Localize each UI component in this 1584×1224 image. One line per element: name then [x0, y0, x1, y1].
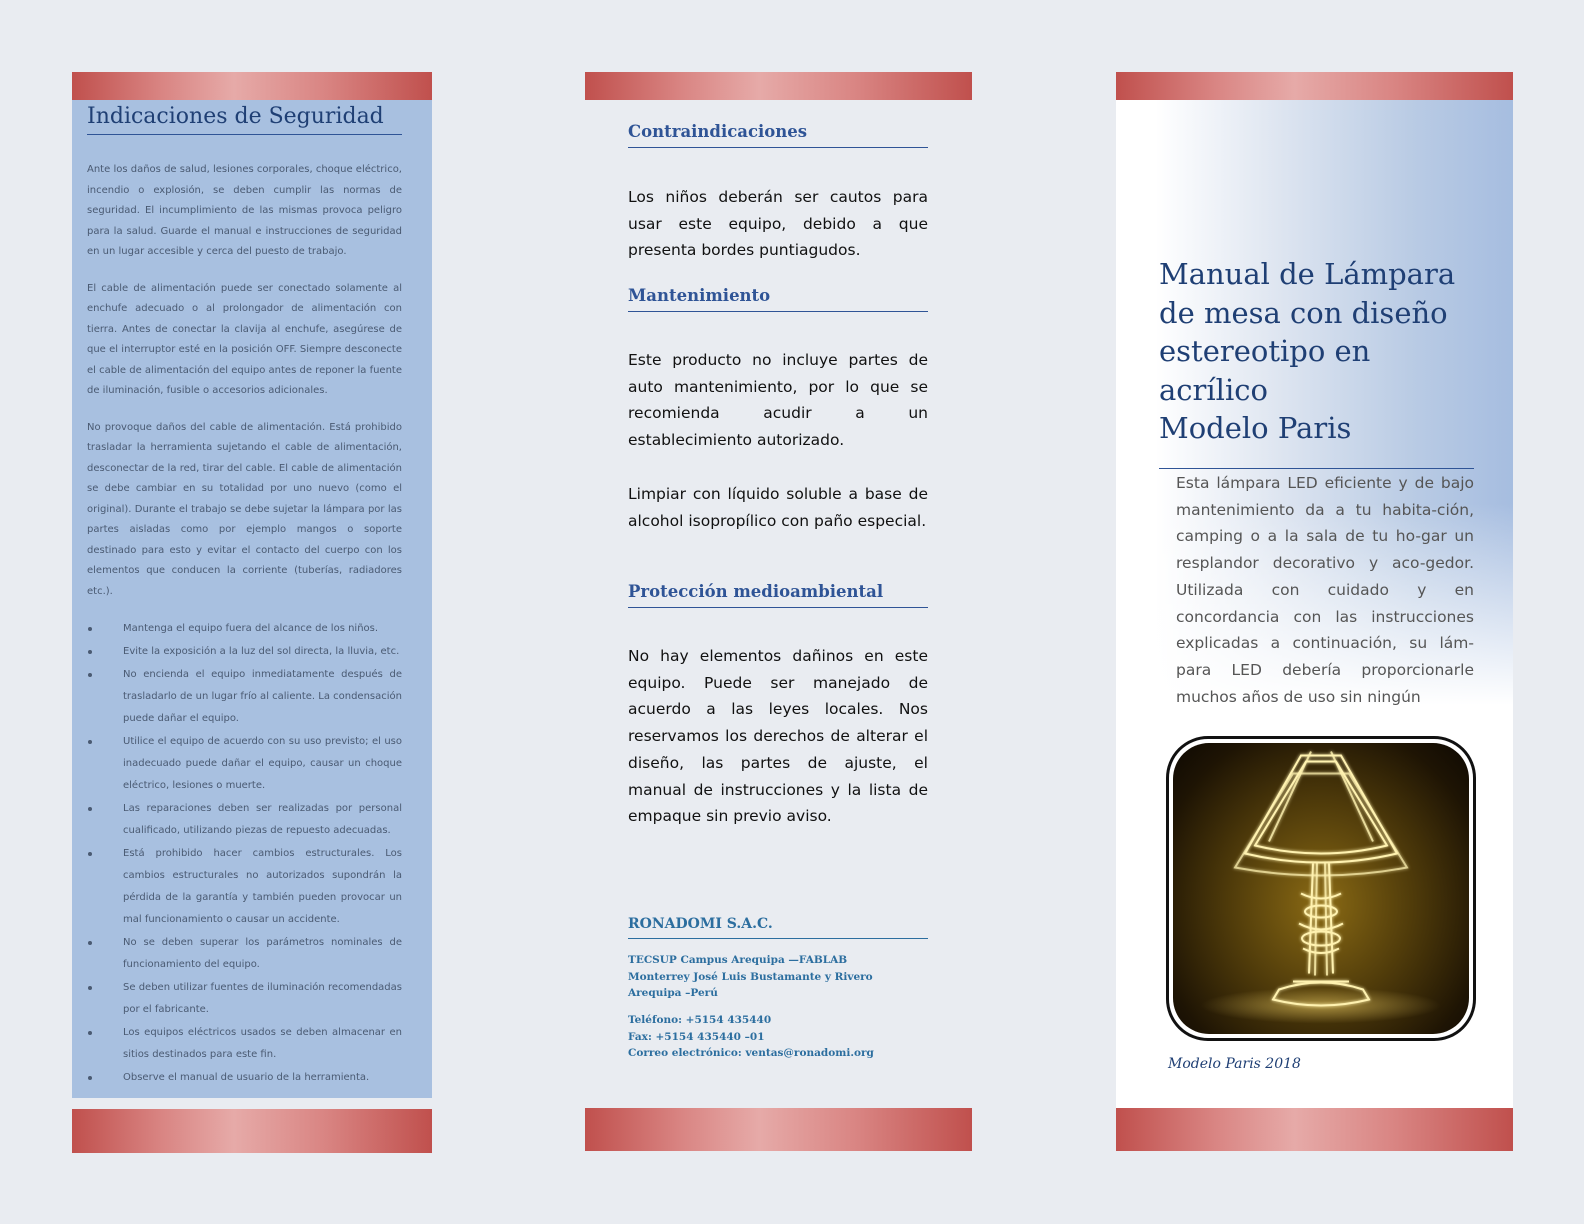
bullet-icon [88, 941, 92, 945]
bullet-icon [88, 852, 92, 856]
lamp-photo [1166, 736, 1476, 1041]
contraindications-text: Los niños deberán ser cautos para usar este equipo, debido a que presenta bordes puntiagudos. [628, 188, 928, 260]
lamp-illustration-icon [1173, 743, 1469, 1034]
bullet-icon [88, 740, 92, 744]
top-bar-middle [585, 72, 972, 100]
maintenance-heading: Mantenimiento [628, 286, 928, 312]
safety-paragraph-3: No provoque daños del cable de alimentación. Está prohibido trasladar la herramienta sujetando el cable de alimentación, desconectar de la red, tirar del cable. El cable de alimentación se debe cambiar en su totalidad por uno nuevo (como el original). Durante el trabajo se debe sujetar la lámpara por las partes aisladas como por ejemplo mangos o soporte destinado para esto y evitar el contacto del cuerpo con los elementos que conducen la corriente (tuberías, radiadores etc.). [87, 421, 402, 597]
list-item: Se deben utilizar fuentes de iluminación recomendadas por el fabricante. [87, 977, 402, 1021]
cover-title [1159, 255, 1474, 469]
model-caption: Modelo Paris 2018 [1168, 1056, 1301, 1072]
safety-paragraph-1: Ante los daños de salud, lesiones corporales, choque eléctrico, incendio o explosión, se deben cumplir las normas de seguridad. El incumplimiento de las mismas provoca peligro para la salud. Guarde el manual e instrucciones de seguridad en un lugar accesible y cerca del puesto de trabajo. [87, 164, 402, 257]
address-line: TECSUP Campus Arequipa —FABLAB [628, 954, 848, 966]
safety-bullet-list [87, 618, 402, 1089]
address-line: Monterrey José Luis Bustamante y Rivero [628, 970, 873, 983]
cover-title-line: Modelo Paris [1159, 411, 1352, 445]
middle-panel [585, 100, 972, 1108]
company-contact [628, 1012, 928, 1062]
safety-title: Indicaciones de Seguridad [87, 104, 402, 135]
safety-panel [72, 100, 432, 1098]
cover-title-line: Manual de Lámpara [1159, 257, 1456, 291]
list-item: Mantenga el equipo fuera del alcance de los niños. [87, 618, 402, 640]
list-item: Los equipos eléctricos usados se deben almacenar en sitios destinados para este fin. [87, 1022, 402, 1066]
list-item: No encienda el equipo inmediatamente después de trasladarlo de un lugar frío al caliente. La condensación puede dañar el equipo. [87, 664, 402, 730]
environment-heading: Protección medioambiental [628, 582, 928, 608]
list-item: Utilice el equipo de acuerdo con su uso previsto; el uso inadecuado puede dañar el equipo, causar un choque eléctrico, lesiones o muerte. [87, 731, 402, 797]
cover-intro-text: Esta lámpara LED eficiente y de bajo mantenimiento da a tu habita-ción, camping o a la sala de tu ho-gar un resplandor decorativo y aco-gedor. Utilizada con cuidado y en concordancia con las instrucciones explicadas a continuación, su lám-para LED debería proporcionarle muchos años de uso sin ningún [1176, 474, 1474, 706]
safety-body [87, 160, 402, 1090]
list-item: No se deben superar los parámetros nominales de funcionamiento del equipo. [87, 932, 402, 976]
safety-paragraph-2: El cable de alimentación puede ser conectado solamente al enchufe adecuado o al prolongador de alimentación con tierra. Antes de conectar la clavija al enchufe, asegúrese de que el interruptor esté en la posición OFF. Siempre desconecte el cable de alimentación del equipo antes de reponer la fuente de iluminación, fusible o accesorios adicionales. [87, 282, 402, 396]
list-item: Observe el manual de usuario de la herramienta. [87, 1067, 402, 1089]
cover-panel [1116, 100, 1513, 1108]
maintenance-text-1: Este producto no incluye partes de auto mantenimiento, por lo que se recomienda acudir a un establecimiento autorizado. [628, 351, 928, 450]
environment-text: No hay elementos dañinos en este equipo. Puede ser manejado de acuerdo a las leyes locales. Nos reservamos los derechos de alterar el diseño, las partes de ajuste, el manual de instrucciones y la lista de empaque sin previo aviso. [628, 647, 928, 826]
contraindications-heading: Contraindicaciones [628, 122, 928, 148]
phone-number: Teléfono: +5154 435440 [628, 1014, 772, 1026]
bullet-icon [88, 986, 92, 990]
maintenance-text-2: Limpiar con líquido soluble a base de alcohol isopropílico con paño especial. [628, 485, 928, 530]
cover-title-line: de mesa con diseño [1159, 295, 1448, 330]
bullet-icon [88, 673, 92, 677]
cover-title-line: estereotipo en acrílico [1159, 334, 1371, 407]
bullet-icon [88, 627, 92, 631]
bottom-bar-right [1116, 1108, 1513, 1151]
list-item: Está prohibido hacer cambios estructurales. Los cambios estructurales no autorizados supondrán la pérdida de la garantía y también pueden provocar un mal funcionamiento o causar un accidente. [87, 843, 402, 931]
bullet-icon [88, 1031, 92, 1035]
company-name: RONADOMI S.A.C. [628, 916, 928, 939]
bottom-bar-middle [585, 1108, 972, 1151]
fax-number: Fax: +5154 435440 –01 [628, 1030, 765, 1043]
bullet-icon [88, 1076, 92, 1080]
address-line: Arequipa –Perú [628, 987, 718, 1000]
list-item: Evite la exposición a la luz del sol directa, la lluvia, etc. [87, 641, 402, 663]
bottom-bar-left [72, 1109, 432, 1153]
list-item: Las reparaciones deben ser realizadas por personal cualificado, utilizando piezas de repuesto adecuadas. [87, 798, 402, 842]
top-bar-left [72, 72, 432, 100]
bullet-icon [88, 650, 92, 654]
email-address: Correo electrónico: ventas@ronadomi.org [628, 1047, 874, 1060]
top-bar-right [1116, 72, 1513, 100]
company-address [628, 952, 928, 1002]
bullet-icon [88, 807, 92, 811]
